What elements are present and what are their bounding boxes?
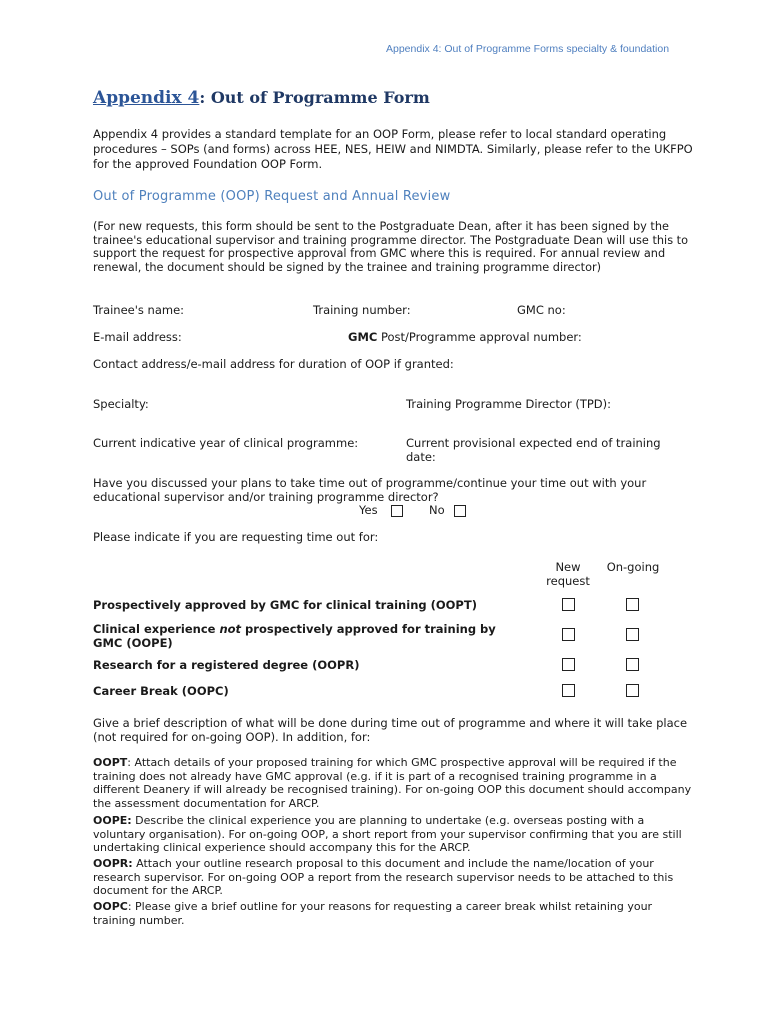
oope-label-post: prospectively approved for training by GMC (OOPE) xyxy=(93,622,496,650)
expected-end-label: Current provisional expected end of training date: xyxy=(406,436,661,464)
section-heading: Out of Programme (OOP) Request and Annual Review xyxy=(93,189,451,204)
no-checkbox[interactable] xyxy=(454,505,466,517)
gmc-bold: GMC xyxy=(348,330,378,344)
current-year-label: Current indicative year of clinical programme: xyxy=(93,436,359,450)
col-new-request: New request xyxy=(546,560,590,588)
discussion-question: Have you discussed your plans to take time out of programme/continue your time out with your educational supervisor and/or training programme director? xyxy=(93,476,647,504)
running-header: Appendix 4: Out of Programme Forms specialty & foundation xyxy=(386,43,670,55)
note-oopr xyxy=(93,857,693,898)
description-intro: Give a brief description of what will be done during time out of programme and where it will take place (not required for on-going OOP). In addition, for: xyxy=(93,716,688,744)
note-oope xyxy=(93,814,693,855)
oope-label-em: not xyxy=(219,622,242,636)
trainee-name-label: Trainee's name: xyxy=(93,303,185,317)
note-oopr-term: OOPR: xyxy=(93,857,133,870)
note-oope-text: Describe the clinical experience you are planning to undertake (e.g. overseas posting with a voluntary organisation). For on-going OOP, a short report from your supervisor confirming that you are still undertaking clinical experience should accompany this for the ARCP. xyxy=(93,814,682,854)
page-title xyxy=(93,88,430,108)
note-oopc-text: : Please give a brief outline for your reasons for requesting a career break whilst retaining your training number. xyxy=(93,900,653,927)
specialty-label: Specialty: xyxy=(93,397,149,411)
oopr-ongoing-checkbox[interactable] xyxy=(626,658,639,671)
note-oopt xyxy=(93,756,693,810)
note-oope-term: OOPE: xyxy=(93,814,132,827)
request-prompt: Please indicate if you are requesting time out for: xyxy=(93,530,379,544)
no-label: No xyxy=(429,503,445,517)
note-oopt-term: OOPT xyxy=(93,756,128,769)
training-number-label: Training number: xyxy=(313,303,411,317)
oopc-new-checkbox[interactable] xyxy=(562,684,575,697)
intro-paragraph: Appendix 4 provides a standard template for an OOP Form, please refer to local standard operating procedures – SOPs (and forms) across HEE, NES, HEIW and NIMDTA. Similarly, please refer to the UKFPO for the approved Foundation OOP Form. xyxy=(93,127,693,171)
col-ongoing: On-going xyxy=(606,560,660,574)
note-oopc xyxy=(93,900,693,927)
note-oopc-term: OOPC xyxy=(93,900,128,913)
gmc-no-label: GMC no: xyxy=(517,303,566,317)
appendix-link[interactable]: Appendix 4 xyxy=(93,88,200,108)
title-rest: : Out of Programme Form xyxy=(199,88,430,107)
contact-label: Contact address/e-mail address for duration of OOP if granted: xyxy=(93,357,454,371)
yes-checkbox[interactable] xyxy=(391,505,403,517)
yes-label: Yes xyxy=(359,503,378,517)
oope-label-pre: Clinical experience xyxy=(93,622,220,636)
oopc-ongoing-checkbox[interactable] xyxy=(626,684,639,697)
note-oopr-text: Attach your outline research proposal to this document and include the name/location of your research supervisor. For on-going OOP a report from the research supervisor needs to be attached to this document for the ARCP. xyxy=(93,857,674,897)
oope-new-checkbox[interactable] xyxy=(562,628,575,641)
row-oope-label xyxy=(93,622,513,650)
note-oopt-text: : Attach details of your proposed training for which GMC prospective approval will be required if the training does not already have GMC approval (e.g. if it is part of a recognised training programme in a different Deanery if will already be recognised training). For on-going OOP this document should accompany the assessment documentation for ARCP. xyxy=(93,756,692,810)
email-label: E-mail address: xyxy=(93,330,182,344)
approval-number-text: Post/Programme approval number: xyxy=(380,330,582,344)
oopt-ongoing-checkbox[interactable] xyxy=(626,598,639,611)
oope-ongoing-checkbox[interactable] xyxy=(626,628,639,641)
instructions-paragraph: (For new requests, this form should be sent to the Postgraduate Dean, after it has been signed by the trainee's educational supervisor and training programme director. The Postgraduate Dean will use this to support the request for prospective approval from GMC where this is required. For annual review and renewal, the document should be signed by the trainee and training programme director) xyxy=(93,220,689,274)
tpd-label: Training Programme Director (TPD): xyxy=(406,397,612,411)
row-oopt-label: Prospectively approved by GMC for clinical training (OOPT) xyxy=(93,598,477,612)
oopt-new-checkbox[interactable] xyxy=(562,598,575,611)
approval-number-label xyxy=(348,330,582,345)
oopr-new-checkbox[interactable] xyxy=(562,658,575,671)
row-oopc-label: Career Break (OOPC) xyxy=(93,684,229,698)
row-oopr-label: Research for a registered degree (OOPR) xyxy=(93,658,360,672)
